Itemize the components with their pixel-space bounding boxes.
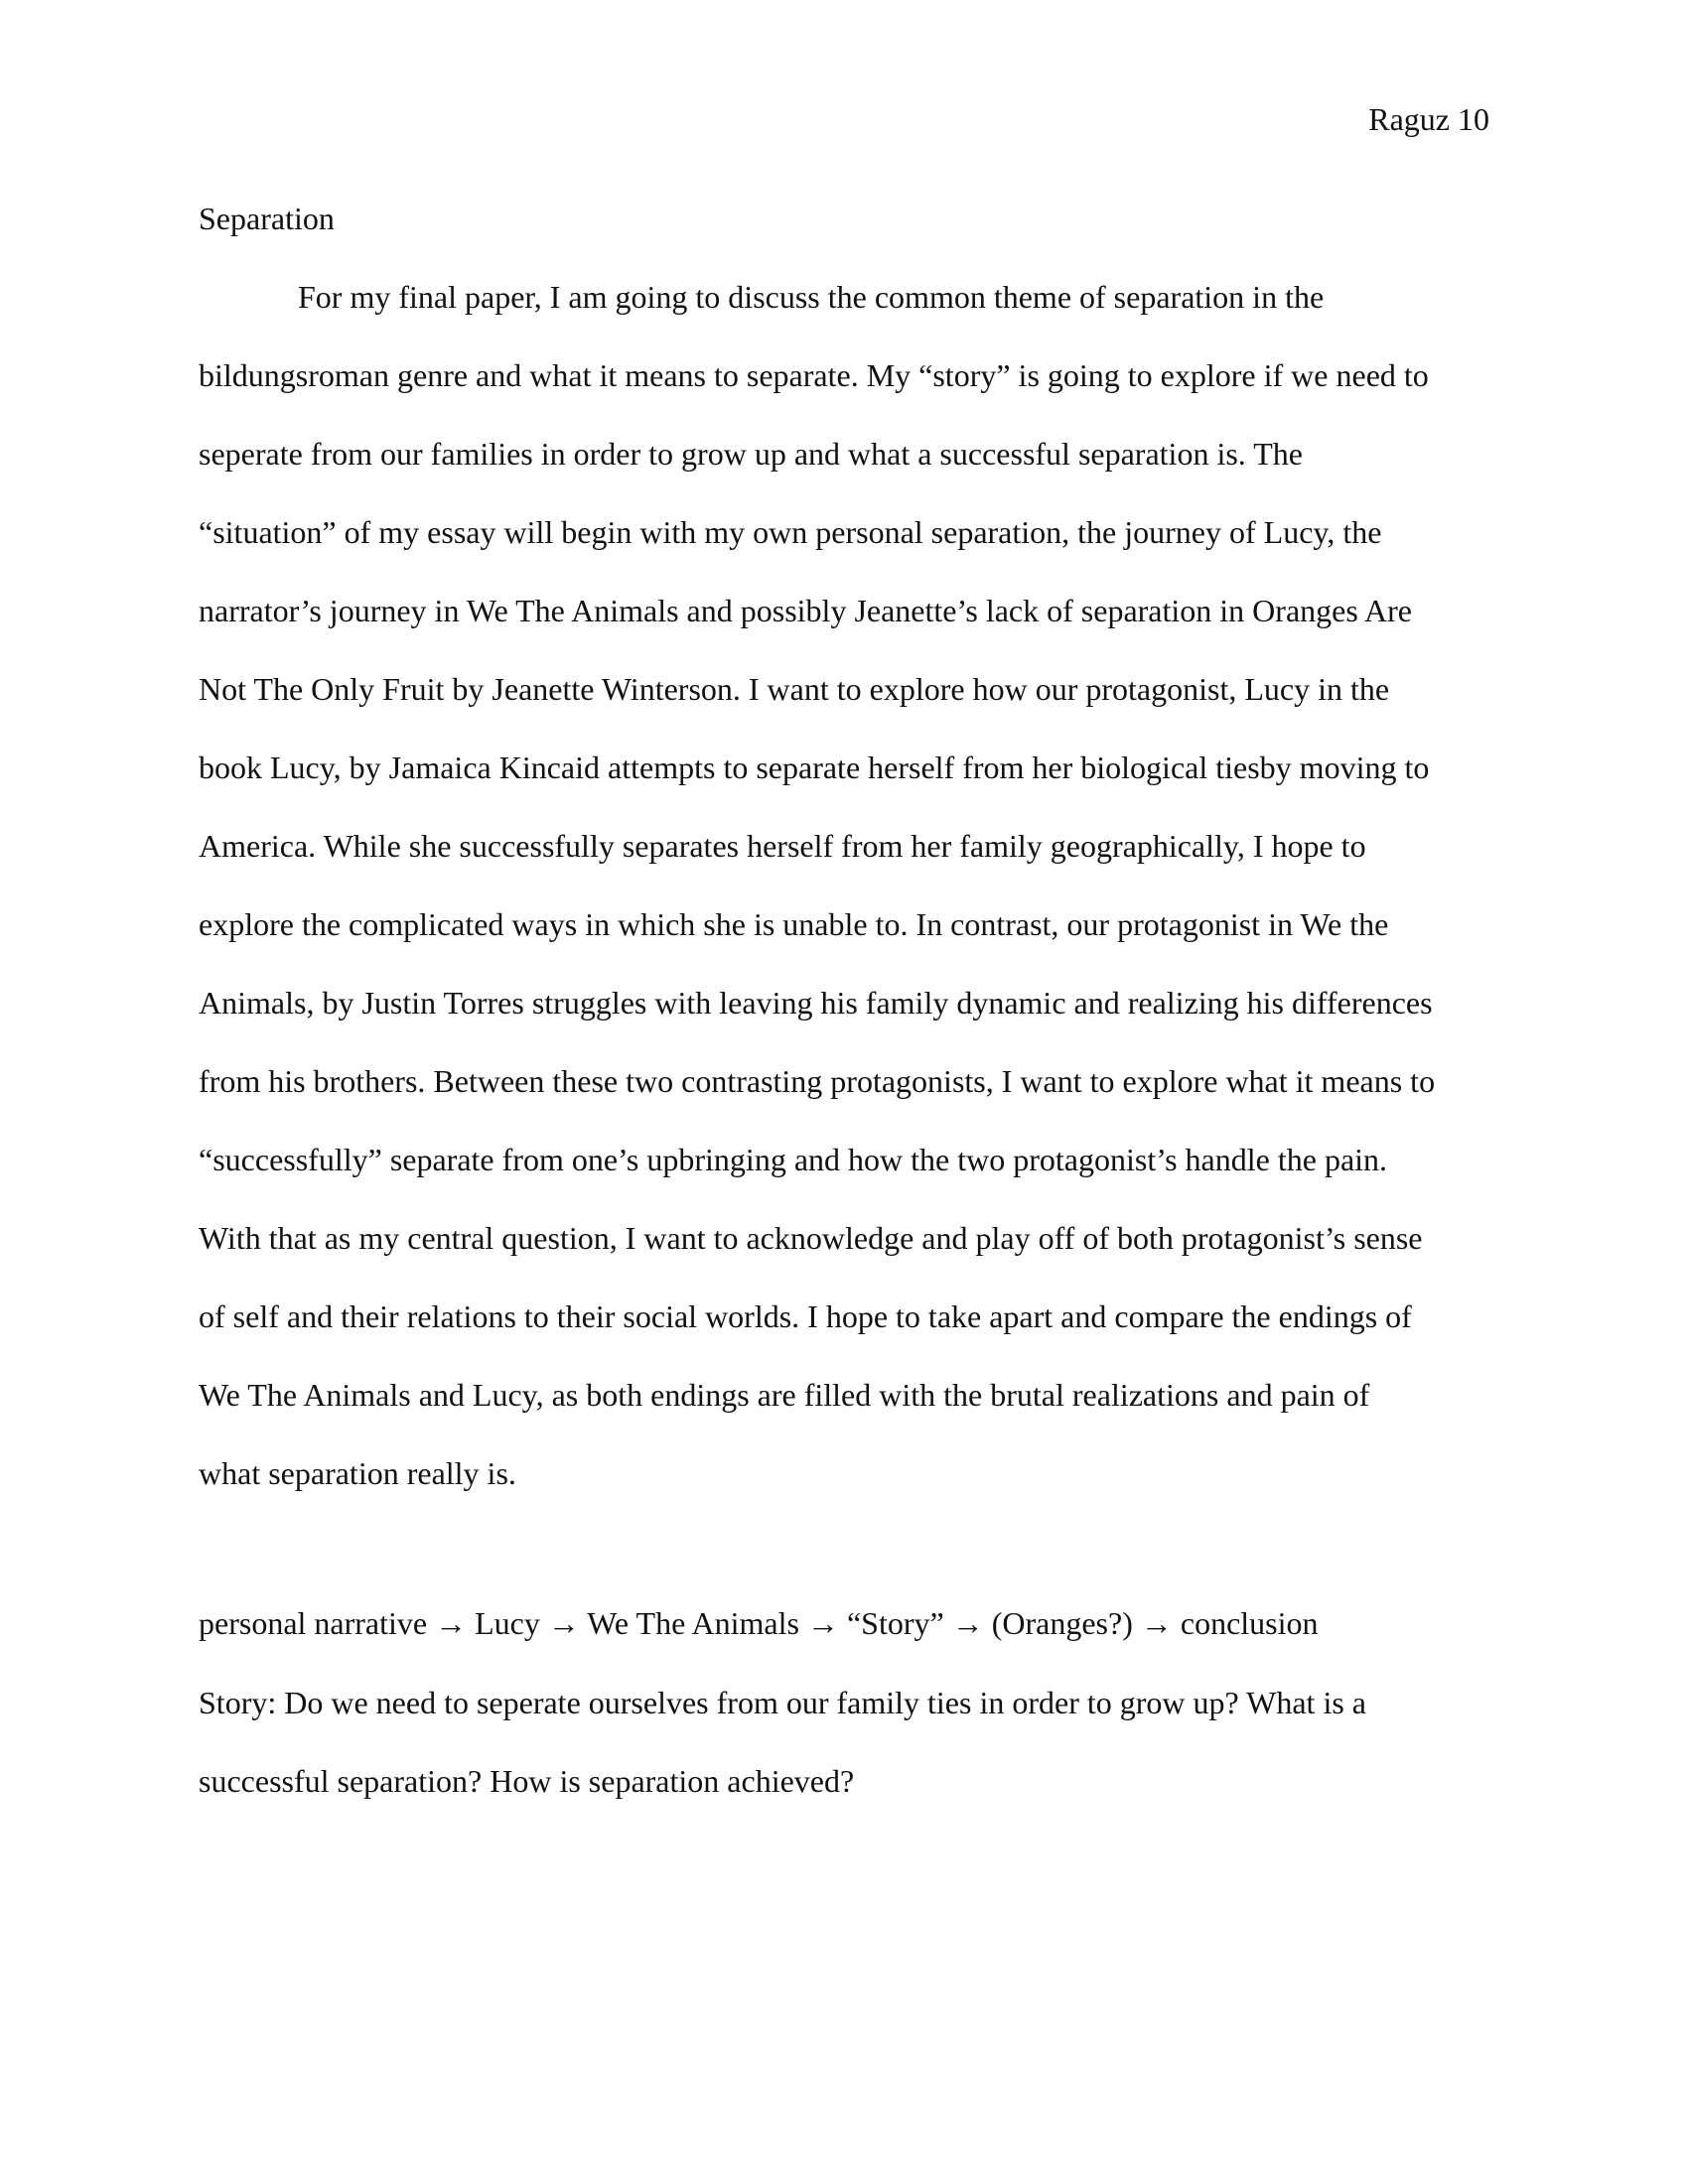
paragraph-line: Animals, by Justin Torres struggles with leaving his family dynamic and realizing his differences bbox=[199, 985, 1433, 1021]
story-line: successful separation? How is separation achieved? bbox=[199, 1763, 855, 1799]
paragraph-line: narrator’s journey in We The Animals and possibly Jeanette’s lack of separation in Oranges Are bbox=[199, 593, 1412, 628]
paragraph-line: explore the complicated ways in which she is unable to. In contrast, our protagonist in We the bbox=[199, 906, 1389, 942]
page-title: Separation bbox=[199, 201, 335, 236]
paragraph-line: bildungsroman genre and what it means to separate. My “story” is going to explore if we need to bbox=[199, 357, 1429, 393]
paragraph-line: of self and their relations to their social worlds. I hope to take apart and compare the endings of bbox=[199, 1298, 1412, 1334]
paragraph-line: from his brothers. Between these two contrasting protagonists, I want to explore what it means to bbox=[199, 1063, 1436, 1099]
paragraph-line: “situation” of my essay will begin with my own personal separation, the journey of Lucy, the bbox=[199, 514, 1382, 550]
running-head: Raguz 10 bbox=[1368, 101, 1489, 137]
paragraph-line: seperate from our families in order to grow up and what a successful separation is. The bbox=[199, 436, 1303, 472]
paragraph-line: America. While she successfully separates herself from her family geographically, I hope to bbox=[199, 828, 1366, 864]
paragraph-line: We The Animals and Lucy, as both endings are filled with the brutal realizations and pain of bbox=[199, 1377, 1370, 1413]
paragraph-line: For my final paper, I am going to discuss the common theme of separation in the bbox=[298, 279, 1325, 315]
paragraph-line: what separation really is. bbox=[199, 1455, 516, 1491]
story-question bbox=[199, 1683, 1489, 1840]
paragraph-line: Not The Only Fruit by Jeanette Winterson. I want to explore how our protagonist, Lucy in the bbox=[199, 671, 1390, 707]
body-paragraph bbox=[199, 277, 1489, 1532]
paragraph-line: “successfully” separate from one’s upbringing and how the two protagonist’s handle the pain. bbox=[199, 1142, 1388, 1177]
paragraph-line: book Lucy, by Jamaica Kincaid attempts to separate herself from her biological tiesby moving to bbox=[199, 750, 1430, 785]
paragraph-line: With that as my central question, I want to acknowledge and play off of both protagonist’s sense bbox=[199, 1220, 1423, 1256]
outline-sequence: personal narrative → Lucy → We The Animals → “Story” → (Oranges?) → conclusion bbox=[199, 1605, 1319, 1641]
story-line: Story: Do we need to seperate ourselves from our family ties in order to grow up? What is a bbox=[199, 1685, 1366, 1720]
